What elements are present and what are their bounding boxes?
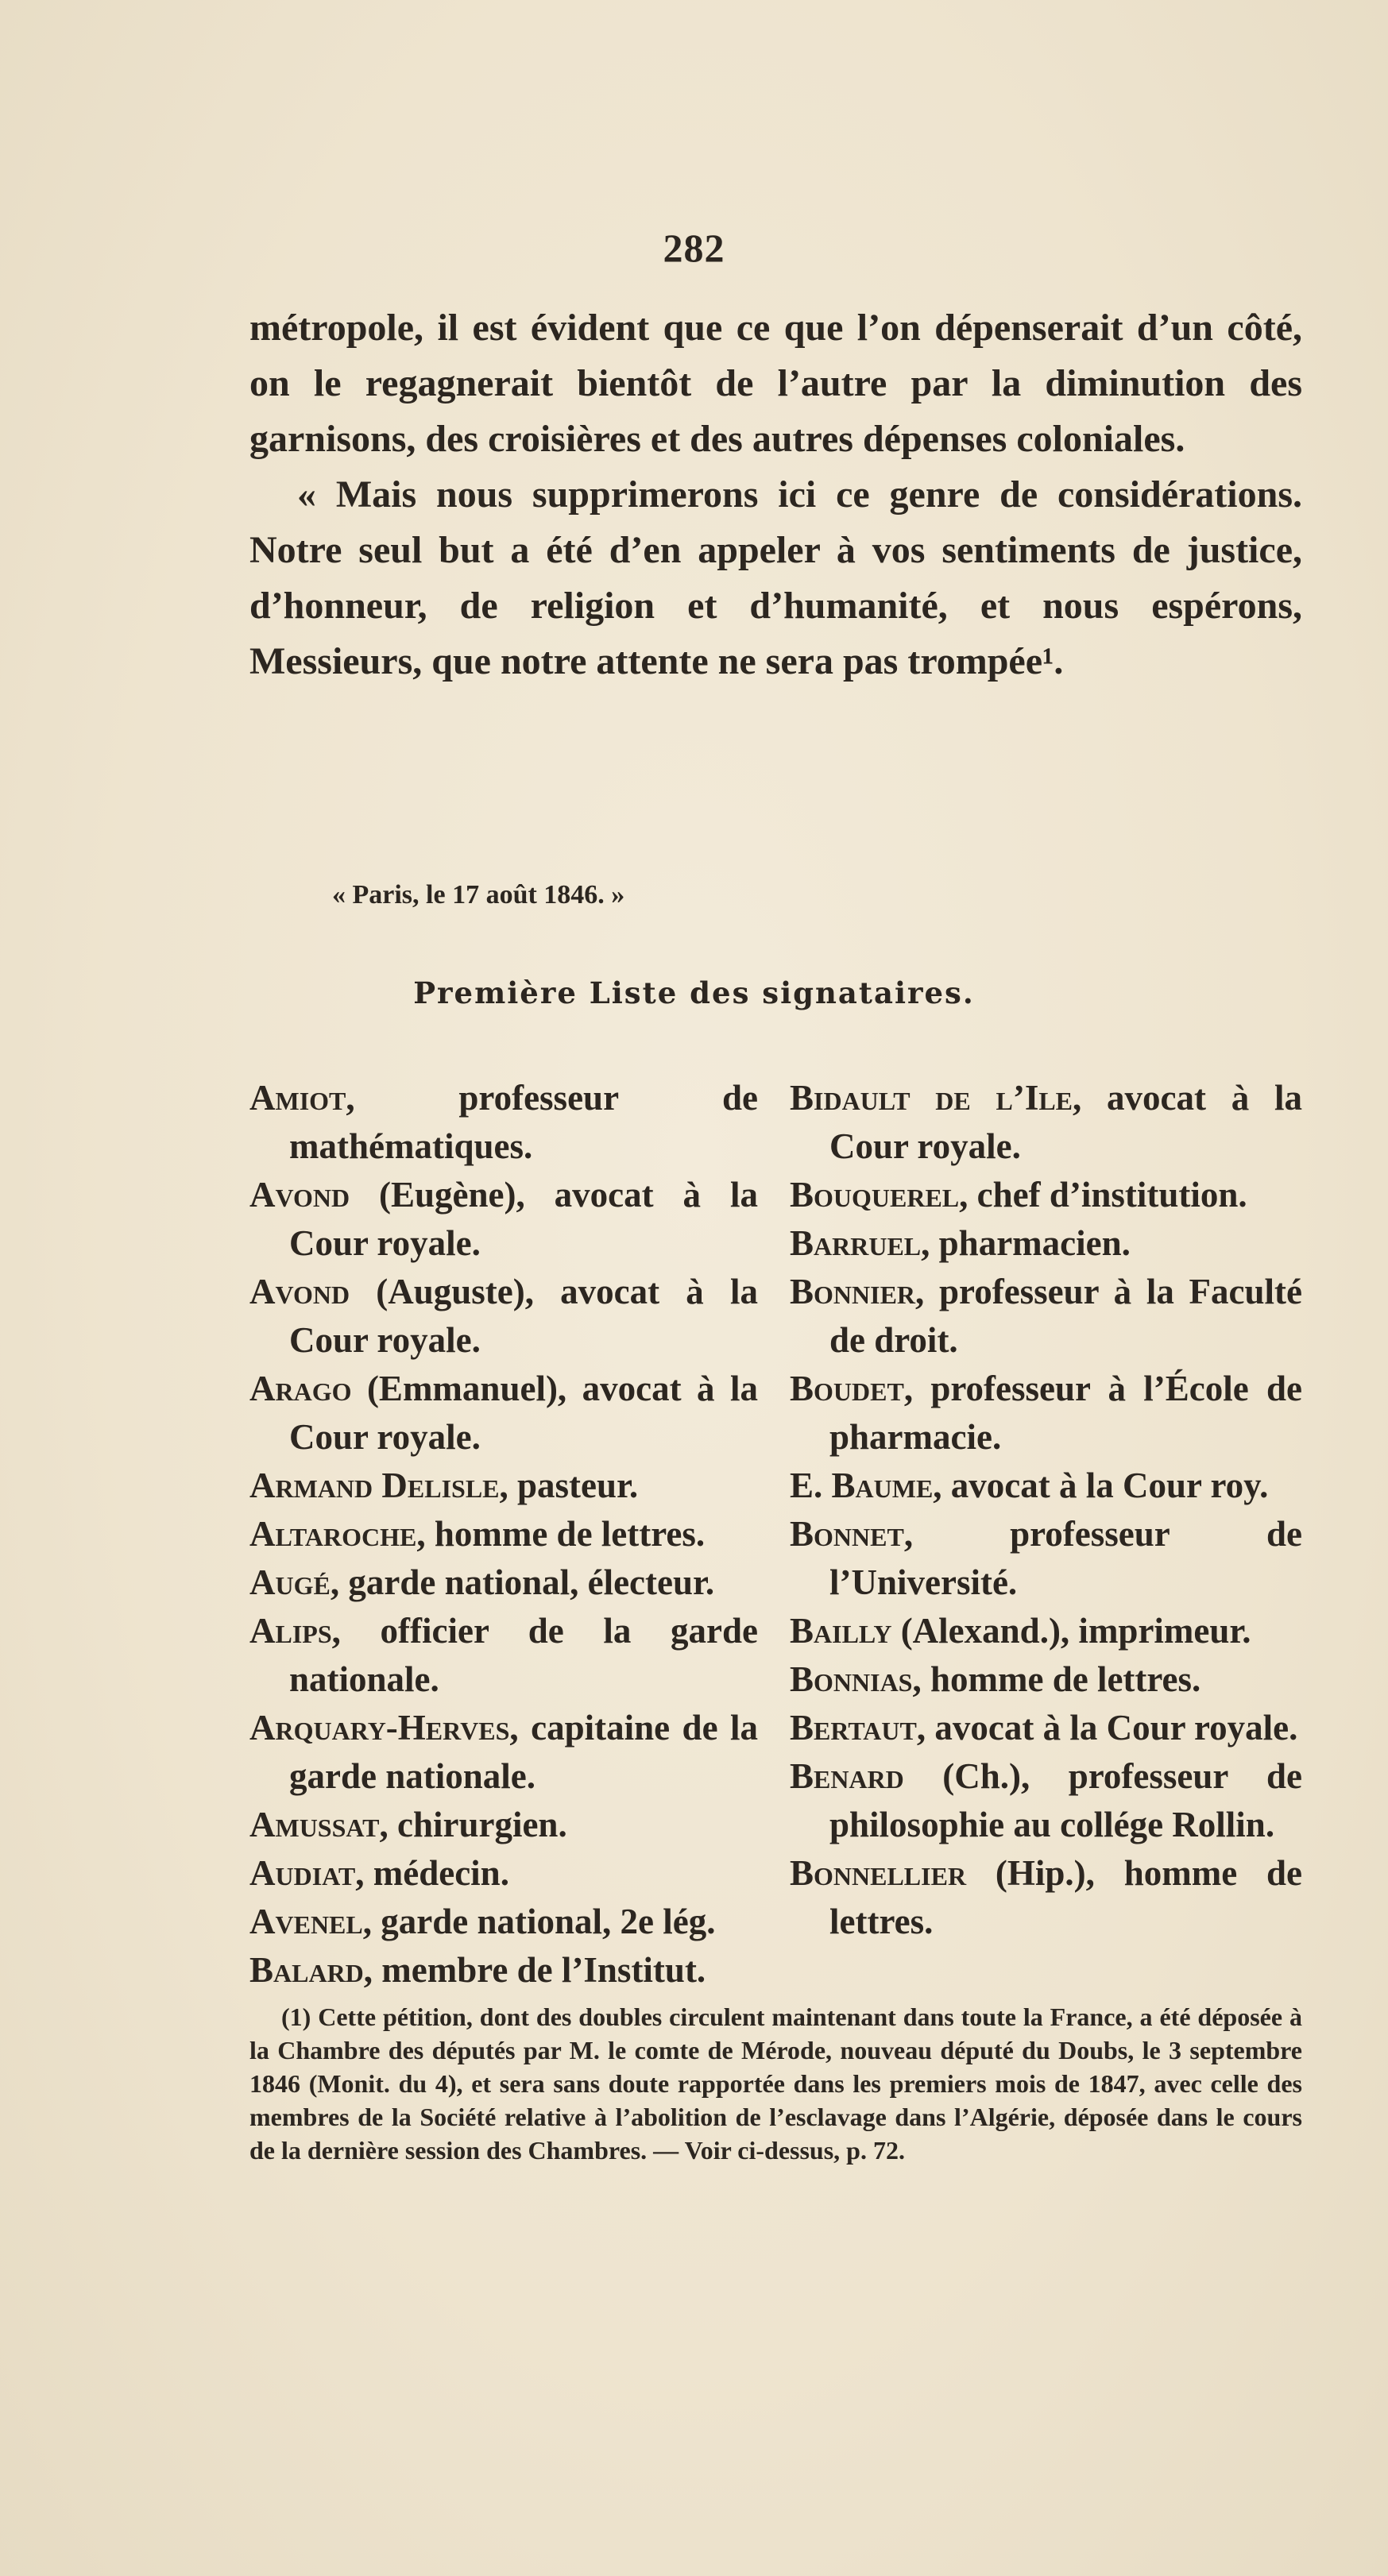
signatory-entry: Amiot, professeur de mathématiques.	[249, 1078, 758, 1166]
list-title: Première Liste des signataires.	[413, 975, 975, 1010]
signatory-entry: Benard (Ch.), professeur de philosophie au collége Rollin.	[790, 1756, 1302, 1844]
signatory-entry: E. Baume, avocat à la Cour roy.	[790, 1466, 1269, 1505]
signatory-entry: Arago (Emmanuel), avocat à la Cour royale.	[249, 1369, 758, 1457]
signatory-entry: Arquary-Herves, capitaine de la garde nationale.	[249, 1708, 758, 1796]
signatory-entry: Bonnellier (Hip.), homme de lettres.	[790, 1853, 1302, 1941]
signatory-entry: Bonnier, professeur à la Faculté de droit.	[790, 1272, 1302, 1360]
signatory-entry: Bonnet, professeur de l’Université.	[790, 1514, 1302, 1602]
footnote	[249, 2000, 1302, 2167]
signatory-entry: Avond (Eugène), avocat à la Cour royale.	[249, 1175, 758, 1263]
signatory-entry: Avenel, garde national, 2e lég.	[249, 1902, 716, 1941]
signatory-entry: Altaroche, homme de lettres.	[249, 1514, 706, 1554]
signatories-right-column	[790, 1074, 1302, 1946]
paragraph-2: « Mais nous supprimerons ici ce genre de considérations. Notre seul but a été d’en appeler à vos sentiments de justice, d’honneur, de religion et d’humanité, et nous espérons, Messieurs, que notre attente ne sera pas trompée¹.	[249, 473, 1302, 682]
page-number: 282	[663, 226, 725, 270]
signatory-entry: Alips, officier de la garde nationale.	[249, 1611, 758, 1699]
signatories-left-column	[249, 1074, 758, 1995]
signatory-entry: Bertaut, avocat à la Cour royale.	[790, 1708, 1298, 1748]
footnote-text: (1) Cette pétition, dont des doubles circulent maintenant dans toute la France, a été déposée à la Chambre des députés par M. le comte de Mérode, nouveau député du Doubs, le 3 septembre 1846 (Monit. du 4), et sera sans doute rapportée dans les premiers mois de 1847, avec celle des membres de la Société relative à l’abolition de l’esclavage dans l’Algérie, déposée dans le cours de la dernière session des Chambres. — Voir ci-dessus, p. 72.	[249, 2002, 1302, 2165]
signatory-entry: Avond (Auguste), avocat à la Cour royale.	[249, 1272, 758, 1360]
signatory-entry: Bonnias, homme de lettres.	[790, 1659, 1201, 1699]
signatory-entry: Amussat, chirurgien.	[249, 1805, 567, 1844]
paragraph-1: métropole, il est évident que ce que l’on dépenserait d’un côté, on le regagnerait bientôt de l’autre par la diminution des garnisons, des croisières et des autres dépenses coloniales.	[249, 307, 1302, 460]
signatory-entry: Barruel, pharmacien.	[790, 1223, 1131, 1263]
signatory-entry: Boudet, professeur à l’École de pharmacie.	[790, 1369, 1302, 1457]
dateline: « Paris, le 17 août 1846. »	[332, 880, 625, 910]
signatory-entry: Armand Delisle, pasteur.	[249, 1466, 639, 1505]
signatory-entry: Bouquerel, chef d’institution.	[790, 1175, 1247, 1215]
signatory-entry: Augé, garde national, électeur.	[249, 1562, 715, 1602]
signatory-entry: Bailly (Alexand.), imprimeur.	[790, 1611, 1251, 1651]
signatory-entry: Bidault de l’Ile, avocat à la Cour royale.	[790, 1078, 1302, 1166]
body-text	[249, 300, 1302, 689]
signatory-entry: Balard, membre de l’Institut.	[249, 1950, 706, 1990]
signatory-entry: Audiat, médecin.	[249, 1853, 509, 1893]
